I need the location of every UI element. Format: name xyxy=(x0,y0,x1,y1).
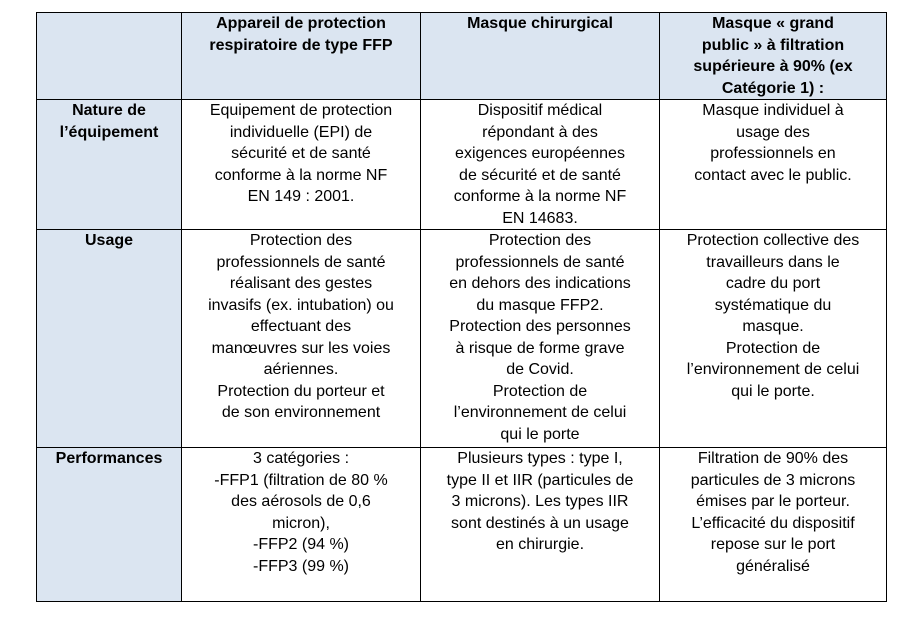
cell-line: Plusieurs types : type I, xyxy=(457,450,623,467)
cell-line: Protection collective des xyxy=(686,232,860,249)
cell-line: effectuant des xyxy=(250,318,352,335)
cell-line: qui le porte xyxy=(500,425,580,443)
cell-line: travailleurs dans le xyxy=(706,253,840,271)
corner-cell xyxy=(37,13,182,100)
cell-line: réalisant des gestes xyxy=(229,275,373,292)
table-row xyxy=(37,230,887,448)
column-header-ffp xyxy=(182,13,421,100)
cell-line: -FFP3 (99 %) xyxy=(252,557,349,575)
cell-line: du masque FFP2. xyxy=(476,296,604,314)
row-header-line: Nature de xyxy=(72,102,146,119)
row-header-line: l’équipement xyxy=(59,123,159,141)
cell-line: exigences européennes xyxy=(455,145,625,162)
table-cell xyxy=(182,230,421,448)
cell-line: micron), xyxy=(272,514,330,532)
cell-line: en dehors des indications xyxy=(449,275,631,292)
cell-line: de son environnement xyxy=(221,404,381,421)
cell-line: contact avec le public. xyxy=(694,166,852,184)
cell-line: Equipement de protection xyxy=(209,102,393,119)
comparison-table xyxy=(36,12,887,602)
cell-line: Protection du porteur et xyxy=(217,382,385,400)
cell-line: -FFP2 (94 %) xyxy=(252,536,349,553)
cell-line: cadre du port xyxy=(725,275,821,292)
table-cell xyxy=(182,100,421,230)
cell-line: de sécurité et de santé xyxy=(459,166,621,184)
cell-line: professionnels de santé xyxy=(216,253,386,271)
cell-line: aériennes. xyxy=(263,361,339,378)
cell-line: répondant à des xyxy=(482,123,598,141)
table-row xyxy=(37,448,887,602)
table-cell xyxy=(660,230,887,448)
cell-line: Protection de xyxy=(725,339,821,357)
cell-line: conforme à la norme NF xyxy=(453,188,627,205)
cell-line: sont destinés à un usage xyxy=(451,514,629,532)
column-header-public xyxy=(660,13,887,100)
row-header-line: Usage xyxy=(84,232,134,249)
cell-line: Protection des xyxy=(249,232,353,249)
header-line: Catégorie 1) : xyxy=(721,79,825,97)
header-line: Masque « grand xyxy=(712,15,834,32)
cell-line: Dispositif médical xyxy=(477,102,603,119)
cell-line: l’environnement de celui xyxy=(453,404,627,421)
cell-line: individuelle (EPI) de xyxy=(229,123,373,141)
cell-line: des aérosols de 0,6 xyxy=(231,493,371,510)
cell-line: Protection des xyxy=(488,232,592,249)
cell-line: en chirurgie. xyxy=(495,536,585,553)
header-line: Masque chirurgical xyxy=(467,15,613,32)
cell-line: généralisé xyxy=(736,557,810,575)
table-cell xyxy=(421,230,660,448)
cell-line: professionnels de santé xyxy=(455,253,625,271)
cell-line: EN 149 : 2001. xyxy=(247,188,355,205)
table-cell xyxy=(421,100,660,230)
header-row xyxy=(37,13,887,100)
cell-line: Protection des personnes xyxy=(449,318,631,335)
cell-line: Filtration de 90% des xyxy=(697,450,849,467)
cell-line: sécurité et de santé xyxy=(231,145,371,162)
cell-line: -FFP1 (filtration de 80 % xyxy=(214,471,388,489)
cell-line: de Covid. xyxy=(506,361,574,378)
cell-line: invasifs (ex. intubation) ou xyxy=(208,296,394,314)
cell-line: L’efficacité du dispositif xyxy=(691,514,855,532)
cell-line: 3 catégories : xyxy=(252,450,350,467)
table-cell xyxy=(660,448,887,602)
cell-line: type II et IIR (particules de xyxy=(446,471,634,489)
cell-line: particules de 3 microns xyxy=(690,471,856,489)
cell-line: manœuvres sur les voies xyxy=(211,339,391,357)
header-line: supérieure à 90% (ex xyxy=(693,58,853,75)
row-header-usage xyxy=(37,230,182,448)
cell-line: émises par le porteur. xyxy=(696,493,850,510)
header-line: respiratoire de type FFP xyxy=(209,36,393,54)
cell-line: conforme à la norme NF xyxy=(214,166,388,184)
cell-line: qui le porte. xyxy=(731,382,815,400)
cell-line: à risque de forme grave xyxy=(455,339,625,357)
column-header-surgical xyxy=(421,13,660,100)
row-header-line: Performances xyxy=(55,450,163,467)
cell-line: Masque individuel à xyxy=(702,102,844,119)
cell-line: systématique du xyxy=(714,296,832,314)
table-row xyxy=(37,100,887,230)
cell-line: masque. xyxy=(742,318,804,335)
table-cell xyxy=(421,448,660,602)
cell-line: EN 14683. xyxy=(502,209,578,227)
header-line: Appareil de protection xyxy=(216,15,386,32)
header-line: public » à filtration xyxy=(701,36,845,54)
cell-line: repose sur le port xyxy=(710,536,836,553)
table-cell xyxy=(660,100,887,230)
cell-line: professionnels en xyxy=(710,145,836,162)
row-header-performances xyxy=(37,448,182,602)
cell-line: Protection de xyxy=(492,382,588,400)
cell-line: 3 microns). Les types IIR xyxy=(451,493,629,510)
row-header-nature xyxy=(37,100,182,230)
cell-line: l’environnement de celui xyxy=(686,361,860,378)
cell-line: usage des xyxy=(736,123,810,141)
table-cell xyxy=(182,448,421,602)
